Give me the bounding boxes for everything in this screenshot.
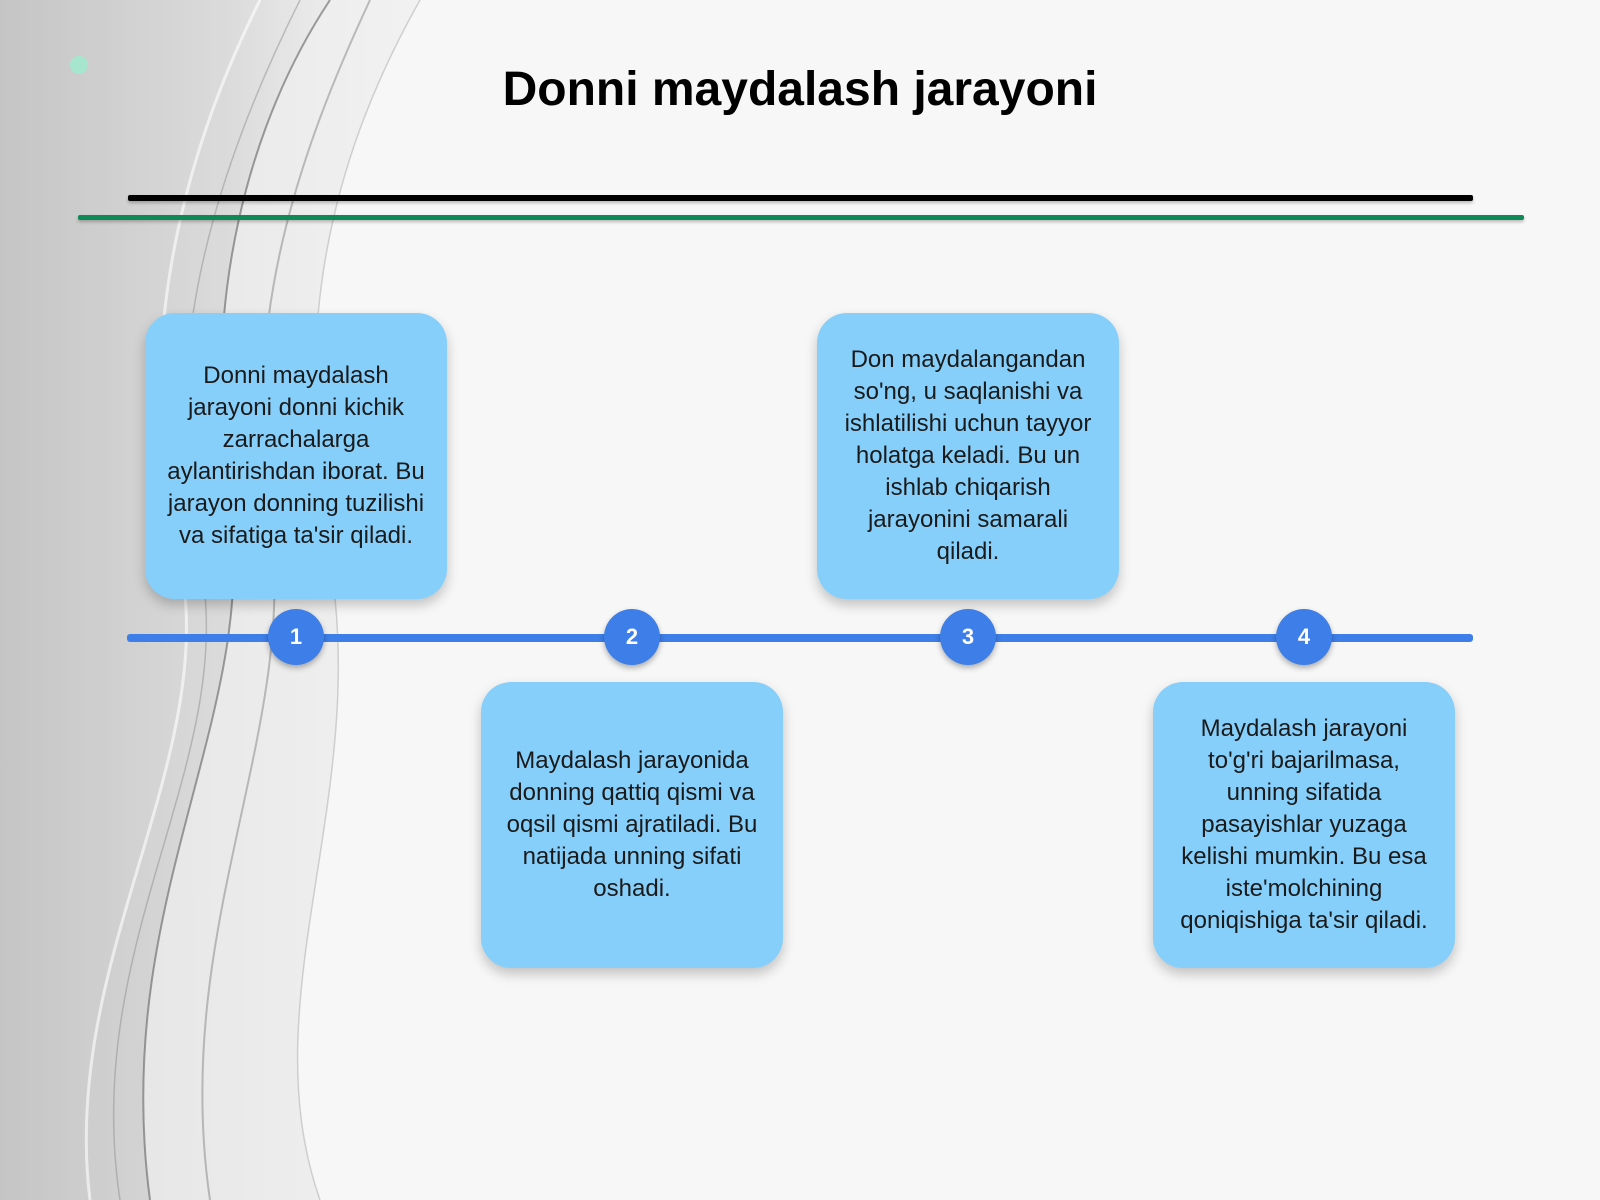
title-underline-green: [78, 215, 1524, 220]
step-2-marker: 2: [604, 609, 660, 665]
step-4-card: Maydalash jarayoni to'g'ri bajarilmasa, unning sifatida pasayishlar yuzaga kelishi mumkin. Bu esa iste'molchining qoniqishiga ta'sir qiladi.: [1153, 682, 1455, 968]
step-4-marker: 4: [1276, 609, 1332, 665]
slide-title: Donni maydalash jarayoni: [502, 63, 1098, 116]
step-3-card: Don maydalangandan so'ng, u saqlanishi va ishlatilishi uchun tayyor holatga keladi. Bu un ishlab chiqarish jarayonini samarali qiladi.: [817, 313, 1119, 599]
step-1-marker: 1: [268, 609, 324, 665]
step-2-card: Maydalash jarayonida donning qattiq qismi va oqsil qismi ajratiladi. Bu natijada unning sifati oshadi.: [481, 682, 783, 968]
step-1-card: Donni maydalash jarayoni donni kichik zarrachalarga aylantirishdan iborat. Bu jarayon donning tuzilishi va sifatiga ta'sir qiladi.: [145, 313, 447, 599]
accent-dot: [70, 56, 88, 74]
step-3-marker: 3: [940, 609, 996, 665]
timeline-line: [127, 634, 1473, 642]
title-underline-black: [128, 195, 1473, 201]
